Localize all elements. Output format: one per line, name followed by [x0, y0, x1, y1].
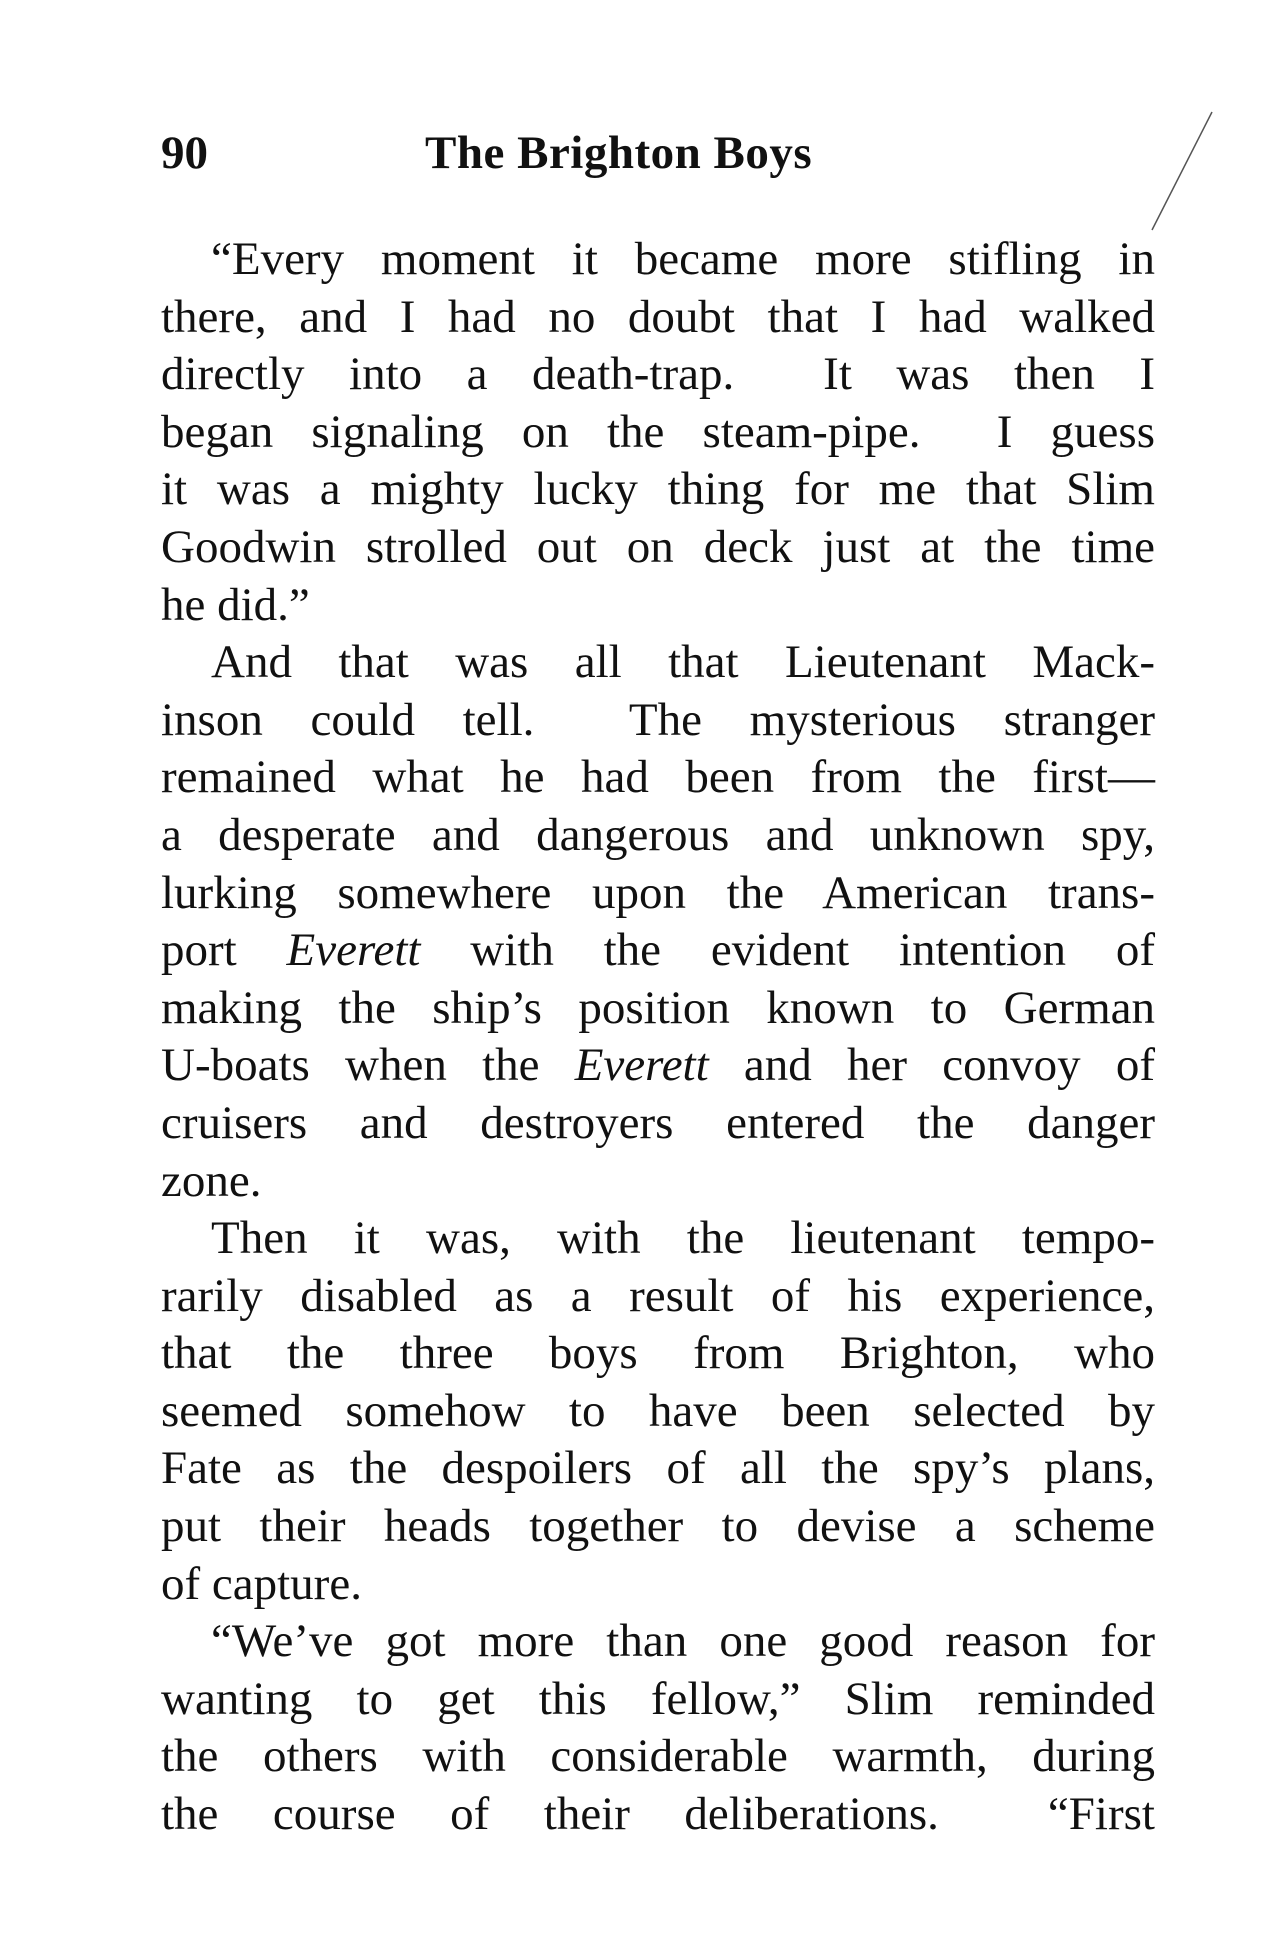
line-text: inson could tell. The mysterious stranger — [161, 693, 1155, 746]
line-text: he did.” — [161, 578, 310, 631]
page-number: 90 — [161, 127, 208, 179]
line-text: seemed somehow to have been selected by — [161, 1384, 1155, 1437]
line-text: put their heads together to devise a scheme — [161, 1500, 1155, 1553]
text-line — [161, 519, 1155, 577]
text-line — [161, 922, 1155, 980]
line-text: making the ship’s position known to German — [161, 981, 1155, 1034]
line-text: “We’ve got more than one good reason for — [211, 1615, 1155, 1668]
text-line — [161, 749, 1155, 807]
line-text: there, and I had no doubt that I had walked — [161, 290, 1155, 343]
text-line — [161, 1268, 1155, 1326]
text-line — [161, 461, 1155, 519]
text-line — [161, 289, 1155, 347]
running-title: The Brighton Boys — [425, 127, 813, 179]
line-text: with the evident intention of — [420, 924, 1156, 977]
line-text: wanting to get this fellow,” Slim reminded — [161, 1672, 1155, 1725]
line-text: Then it was, with the lieutenant tempo- — [211, 1212, 1155, 1265]
line-text: “Every moment it became more stifling in — [211, 233, 1155, 285]
line-text: Goodwin strolled out on deck just at the time — [161, 520, 1155, 573]
text-line — [161, 1556, 1155, 1614]
text-line — [161, 1383, 1155, 1441]
italic-ship-name: Everett — [286, 924, 421, 977]
page-header — [161, 126, 1155, 186]
line-text: Fate as the despoilers of all the spy’s plans, — [161, 1442, 1155, 1495]
line-text: and her convoy of — [708, 1039, 1155, 1092]
line-text: began signaling on the steam-pipe. I guess — [161, 405, 1155, 458]
line-text: lurking somewhere upon the American trans- — [161, 866, 1155, 919]
text-line — [161, 346, 1155, 404]
page-body-text — [161, 231, 1155, 1844]
line-text: the course of their deliberations. “First — [161, 1788, 1155, 1841]
line-text: that the three boys from Brighton, who — [161, 1327, 1155, 1380]
line-text: And that was all that Lieutenant Mack- — [211, 636, 1155, 689]
text-line — [161, 1671, 1155, 1729]
text-line — [161, 1613, 1155, 1671]
line-text: a desperate and dangerous and unknown spy, — [161, 808, 1155, 861]
text-line — [161, 980, 1155, 1038]
text-line — [161, 1728, 1155, 1786]
line-text: directly into a death-trap. It was then I — [161, 348, 1155, 401]
text-line — [161, 231, 1155, 289]
text-line — [161, 1325, 1155, 1383]
text-line — [161, 1498, 1155, 1556]
line-text: it was a mighty lucky thing for me that Slim — [161, 463, 1155, 516]
line-text: port — [161, 924, 287, 977]
line-text: the others with considerable warmth, during — [161, 1730, 1155, 1783]
text-line — [161, 577, 1155, 635]
line-text: cruisers and destroyers entered the danger — [161, 1096, 1155, 1149]
text-line — [161, 1440, 1155, 1498]
line-text: of capture. — [161, 1557, 362, 1610]
line-text: rarily disabled as a result of his experience, — [161, 1269, 1155, 1322]
text-line — [161, 692, 1155, 750]
text-line — [161, 807, 1155, 865]
text-line — [161, 404, 1155, 462]
text-line — [161, 1153, 1155, 1211]
text-line — [161, 1037, 1155, 1095]
text-line — [161, 865, 1155, 923]
italic-ship-name: Everett — [574, 1039, 709, 1092]
text-line — [161, 634, 1155, 692]
line-text: remained what he had been from the first— — [161, 751, 1155, 804]
text-line — [161, 1095, 1155, 1153]
text-line — [161, 1210, 1155, 1268]
text-line — [161, 1786, 1155, 1844]
line-text: zone. — [161, 1154, 262, 1207]
line-text: U-boats when the — [161, 1039, 575, 1092]
